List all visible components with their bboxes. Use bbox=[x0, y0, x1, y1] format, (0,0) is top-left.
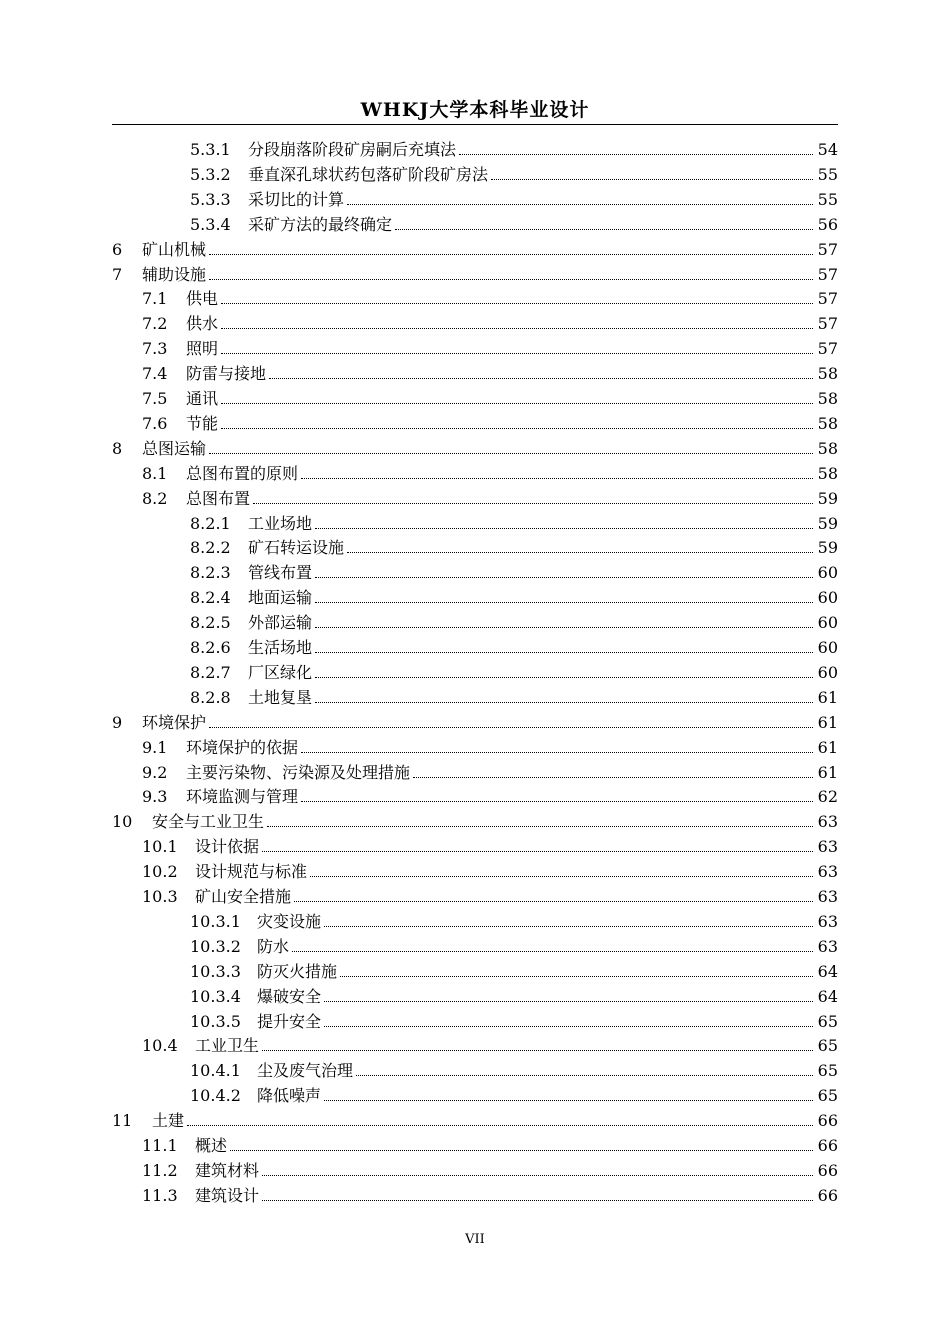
toc-entry-title: 分段崩落阶段矿房嗣后充填法 bbox=[248, 140, 457, 159]
toc-entry[interactable] bbox=[190, 509, 838, 534]
toc-entry-page: 61 bbox=[817, 687, 838, 707]
toc-entry[interactable] bbox=[112, 708, 838, 733]
toc-entry-page: 61 bbox=[817, 712, 838, 732]
toc-entry-number: 10.4 bbox=[142, 1036, 178, 1056]
toc-entry-title: 外部运输 bbox=[248, 613, 313, 633]
toc-entry-page: 58 bbox=[817, 438, 838, 458]
toc-entry-number: 8.2.7 bbox=[190, 662, 231, 682]
toc-entry[interactable] bbox=[142, 832, 838, 857]
toc-entry-title: 防灭火措施 bbox=[257, 961, 338, 981]
toc-entry-page: 57 bbox=[817, 289, 838, 309]
toc-entry-number: 10.4.1 bbox=[190, 1061, 241, 1081]
toc-entry-page: 66 bbox=[817, 1136, 838, 1155]
toc-entry-title: 环境保护的依据 bbox=[186, 737, 299, 757]
toc-dot-leader bbox=[209, 727, 813, 728]
toc-entry-page: 65 bbox=[817, 1086, 838, 1106]
toc-entry-title: 通讯 bbox=[186, 389, 219, 408]
toc-entry-title: 垂直深孔球状药包落矿阶段矿房法 bbox=[248, 164, 489, 184]
toc-entry-number: 11 bbox=[112, 1111, 133, 1131]
toc-entry-title: 防雷与接地 bbox=[186, 364, 267, 384]
toc-entry-number: 5.3.1 bbox=[190, 140, 231, 159]
toc-entry[interactable] bbox=[190, 907, 838, 932]
toc-entry-title: 土建 bbox=[152, 1111, 185, 1131]
toc-dot-leader bbox=[292, 951, 813, 952]
toc-entry-title: 供电 bbox=[186, 289, 219, 309]
toc-dot-leader bbox=[262, 1200, 813, 1201]
toc-entry-page: 57 bbox=[817, 264, 838, 284]
toc-entry-title: 环境保护 bbox=[142, 712, 207, 732]
toc-entry[interactable] bbox=[142, 1031, 838, 1056]
toc-entry-page: 55 bbox=[817, 189, 838, 209]
toc-entry-title: 采矿方法的最终确定 bbox=[248, 214, 393, 234]
toc-entry[interactable] bbox=[142, 782, 838, 807]
toc-dot-leader bbox=[315, 652, 813, 653]
toc-entry[interactable] bbox=[112, 260, 838, 285]
toc-entry-title: 供水 bbox=[186, 314, 219, 334]
toc-entry[interactable] bbox=[142, 857, 838, 882]
toc-entry-number: 8.2.8 bbox=[190, 687, 231, 707]
toc-entry-page: 60 bbox=[817, 588, 838, 608]
toc-entry-number: 8.2 bbox=[142, 488, 168, 508]
toc-entry-number: 5.3.2 bbox=[190, 164, 231, 184]
toc-entry-number: 8.2.4 bbox=[190, 588, 231, 608]
toc-entry-number: 10.3.5 bbox=[190, 1011, 241, 1031]
toc-entry-number: 8.2.2 bbox=[190, 538, 231, 558]
toc-entry[interactable] bbox=[142, 1181, 838, 1206]
toc-entry-title: 降低噪声 bbox=[257, 1086, 322, 1106]
toc-entry-title: 建筑设计 bbox=[195, 1185, 260, 1205]
toc-entry-title: 安全与工业卫生 bbox=[152, 812, 265, 832]
toc-entry-number: 10.2 bbox=[142, 862, 178, 882]
toc-dot-leader bbox=[253, 503, 813, 504]
toc-entry-page: 63 bbox=[817, 936, 838, 956]
toc-entry[interactable] bbox=[142, 1131, 838, 1156]
toc-entry-title: 工业卫生 bbox=[195, 1036, 260, 1056]
toc-dot-leader bbox=[221, 328, 813, 329]
toc-entry-page: 59 bbox=[817, 513, 838, 533]
toc-entry-title: 厂区绿化 bbox=[248, 662, 313, 682]
toc-dot-leader bbox=[221, 303, 813, 304]
toc-entry-page: 58 bbox=[817, 413, 838, 433]
toc-entry[interactable] bbox=[112, 1106, 838, 1131]
toc-entry-number: 7.3 bbox=[142, 339, 168, 359]
toc-entry[interactable] bbox=[142, 359, 838, 384]
toc-entry-title: 主要污染物、污染源及处理措施 bbox=[186, 762, 411, 782]
toc-entry-number: 8 bbox=[112, 438, 123, 458]
toc-entry[interactable] bbox=[190, 658, 838, 683]
toc-entry-title: 提升安全 bbox=[257, 1011, 322, 1031]
toc-entry-number: 8.2.3 bbox=[190, 563, 231, 583]
toc-entry-number: 7 bbox=[112, 264, 123, 284]
toc-entry-title: 总图布置 bbox=[186, 488, 251, 508]
toc-entry-number: 11.2 bbox=[142, 1160, 178, 1180]
toc-entry-number: 7.2 bbox=[142, 314, 168, 334]
toc-entry-page: 60 bbox=[817, 613, 838, 633]
toc-entry-page: 54 bbox=[817, 140, 838, 159]
toc-entry-page: 65 bbox=[817, 1061, 838, 1081]
toc-entry-page: 63 bbox=[817, 911, 838, 931]
toc-entry-page: 61 bbox=[817, 737, 838, 757]
toc-entry-page: 63 bbox=[817, 812, 838, 832]
page-number: VII bbox=[465, 1232, 485, 1247]
toc-dot-leader bbox=[315, 627, 813, 628]
toc-dot-leader bbox=[347, 552, 813, 553]
toc-entry-number: 8.1 bbox=[142, 463, 168, 483]
toc-entry-title: 矿石转运设施 bbox=[248, 538, 345, 558]
toc-entry-page: 62 bbox=[817, 787, 838, 807]
toc-entry-title: 矿山安全措施 bbox=[195, 887, 292, 906]
toc-entry-title: 地面运输 bbox=[248, 588, 313, 608]
toc-dot-leader bbox=[262, 1175, 813, 1176]
toc-entry[interactable] bbox=[142, 1156, 838, 1181]
toc-dot-leader bbox=[356, 1075, 813, 1076]
toc-dot-leader bbox=[209, 453, 813, 454]
toc-entry[interactable] bbox=[142, 733, 838, 758]
toc-entry-title: 建筑材料 bbox=[195, 1160, 260, 1180]
toc-entry[interactable] bbox=[190, 160, 838, 185]
toc-entry[interactable] bbox=[142, 484, 838, 509]
toc-entry[interactable] bbox=[112, 434, 838, 459]
toc-entry[interactable] bbox=[190, 957, 838, 982]
toc-dot-leader bbox=[262, 1050, 813, 1051]
toc-entry[interactable] bbox=[112, 807, 838, 832]
toc-entry-number: 8.2.6 bbox=[190, 638, 231, 657]
toc-entry[interactable] bbox=[190, 633, 838, 658]
toc-entry[interactable] bbox=[190, 135, 838, 160]
toc-entry-title: 工业场地 bbox=[248, 513, 313, 533]
toc-dot-leader bbox=[459, 154, 813, 155]
toc-entry-page: 57 bbox=[817, 339, 838, 359]
toc-entry[interactable] bbox=[190, 982, 838, 1007]
toc-entry-title: 矿山机械 bbox=[142, 239, 207, 259]
toc-entry[interactable] bbox=[112, 235, 838, 260]
toc-entry-title: 总图布置的原则 bbox=[186, 463, 299, 483]
toc-entry-title: 采切比的计算 bbox=[248, 189, 345, 209]
toc-entry-title: 设计规范与标准 bbox=[195, 862, 308, 882]
toc-entry-page: 59 bbox=[817, 538, 838, 558]
toc-entry-page: 63 bbox=[817, 862, 838, 882]
toc-entry-number: 10.3.4 bbox=[190, 986, 241, 1006]
toc-entry[interactable] bbox=[190, 1056, 838, 1081]
toc-entry-number: 8.2.1 bbox=[190, 513, 231, 533]
toc-entry-number: 6 bbox=[112, 239, 123, 259]
toc-entry-title: 照明 bbox=[186, 339, 219, 359]
toc-entry-page: 60 bbox=[817, 638, 838, 657]
toc-entry-page: 58 bbox=[817, 463, 838, 483]
toc-entry[interactable] bbox=[190, 210, 838, 235]
toc-entry[interactable] bbox=[190, 533, 838, 558]
toc-dot-leader bbox=[347, 204, 813, 205]
toc-entry-number: 10.3.3 bbox=[190, 961, 241, 981]
toc-entry-number: 9.3 bbox=[142, 787, 168, 807]
toc-entry-title: 尘及废气治理 bbox=[257, 1061, 354, 1081]
toc-entry-page: 64 bbox=[817, 986, 838, 1006]
toc-entry-title: 辅助设施 bbox=[142, 264, 207, 284]
toc-entry-number: 10.3.1 bbox=[190, 911, 241, 931]
toc-entry[interactable] bbox=[142, 384, 838, 409]
toc-entry-page: 64 bbox=[817, 961, 838, 981]
toc-entry-page: 55 bbox=[817, 164, 838, 184]
toc-entry-number: 10.1 bbox=[142, 837, 178, 857]
toc-entry-page: 65 bbox=[817, 1036, 838, 1056]
toc-entry[interactable] bbox=[142, 758, 838, 783]
page-header-title: WHKJ大学本科毕业设计 bbox=[360, 99, 590, 121]
toc-entry-title: 环境监测与管理 bbox=[186, 787, 299, 807]
toc-entry-page: 60 bbox=[817, 662, 838, 682]
toc-entry-page: 60 bbox=[817, 563, 838, 583]
toc-entry-number: 10 bbox=[112, 812, 133, 832]
toc-dot-leader bbox=[413, 777, 813, 778]
toc-dot-leader bbox=[395, 229, 813, 230]
toc-entry[interactable] bbox=[190, 583, 838, 608]
toc-entry-page: 57 bbox=[817, 239, 838, 259]
toc-dot-leader bbox=[315, 702, 813, 703]
toc-entry[interactable] bbox=[190, 558, 838, 583]
toc-entry-number: 5.3.4 bbox=[190, 214, 231, 234]
toc-dot-leader bbox=[301, 801, 813, 802]
toc-entry-page: 57 bbox=[817, 314, 838, 334]
toc-entry-title: 概述 bbox=[195, 1136, 228, 1155]
toc-dot-leader bbox=[187, 1125, 813, 1126]
toc-entry-number: 10.3 bbox=[142, 887, 178, 906]
toc-entry-number: 7.4 bbox=[142, 364, 168, 384]
toc-dot-leader bbox=[324, 1026, 813, 1027]
toc-entry[interactable] bbox=[190, 1081, 838, 1106]
toc-dot-leader bbox=[340, 976, 813, 977]
toc-dot-leader bbox=[324, 926, 813, 927]
toc-entry-page: 66 bbox=[817, 1185, 838, 1205]
toc-entry-title: 土地复垦 bbox=[248, 687, 313, 707]
toc-entry-number: 10.4.2 bbox=[190, 1086, 241, 1106]
toc-dot-leader bbox=[267, 826, 813, 827]
toc-dot-leader bbox=[324, 1001, 813, 1002]
toc-dot-leader bbox=[315, 577, 813, 578]
toc-dot-leader bbox=[230, 1150, 813, 1151]
toc-entry-page: 58 bbox=[817, 389, 838, 408]
toc-dot-leader bbox=[315, 602, 813, 603]
header-rule bbox=[112, 124, 838, 125]
toc-entry-title: 管线布置 bbox=[248, 563, 313, 583]
toc-entry-number: 10.3.2 bbox=[190, 936, 241, 956]
toc-entry-number: 9.2 bbox=[142, 762, 168, 782]
toc-entry-number: 7.1 bbox=[142, 289, 168, 309]
toc-dot-leader bbox=[294, 901, 813, 902]
toc-dot-leader bbox=[310, 876, 813, 877]
toc-dot-leader bbox=[315, 677, 813, 678]
toc-entry-page: 56 bbox=[817, 214, 838, 234]
toc-entry-number: 11.1 bbox=[142, 1136, 178, 1155]
toc-entry[interactable] bbox=[142, 882, 838, 907]
toc-entry[interactable] bbox=[190, 1007, 838, 1032]
toc-dot-leader bbox=[262, 851, 813, 852]
toc-entry-number: 5.3.3 bbox=[190, 189, 231, 209]
toc-entry-title: 灾变设施 bbox=[257, 911, 322, 931]
toc-entry-page: 59 bbox=[817, 488, 838, 508]
toc-entry[interactable] bbox=[142, 409, 838, 434]
toc-entry[interactable] bbox=[142, 284, 838, 309]
toc-entry[interactable] bbox=[190, 185, 838, 210]
toc-entry-title: 爆破安全 bbox=[257, 986, 322, 1006]
toc-entry-number: 7.6 bbox=[142, 413, 168, 433]
toc-entry-title: 生活场地 bbox=[248, 638, 313, 657]
toc-entry-page: 66 bbox=[817, 1111, 838, 1131]
toc-entry-page: 63 bbox=[817, 837, 838, 857]
toc-entry-title: 设计依据 bbox=[195, 837, 260, 857]
toc-entry-page: 65 bbox=[817, 1011, 838, 1031]
toc-entry[interactable] bbox=[142, 309, 838, 334]
toc-dot-leader bbox=[209, 254, 813, 255]
toc-entry-number: 9 bbox=[112, 712, 123, 732]
toc-dot-leader bbox=[209, 279, 813, 280]
toc-dot-leader bbox=[315, 528, 813, 529]
toc-entry[interactable] bbox=[190, 932, 838, 957]
toc-entry[interactable] bbox=[142, 459, 838, 484]
toc-dot-leader bbox=[221, 428, 813, 429]
toc-entry-number: 11.3 bbox=[142, 1185, 178, 1205]
toc-entry-page: 61 bbox=[817, 762, 838, 782]
toc-dot-leader bbox=[301, 752, 813, 753]
toc-entry-page: 63 bbox=[817, 887, 838, 906]
toc-dot-leader bbox=[269, 378, 813, 379]
toc-entry-title: 节能 bbox=[186, 413, 219, 433]
toc-dot-leader bbox=[491, 179, 813, 180]
toc-entry-page: 66 bbox=[817, 1160, 838, 1180]
toc-entry-title: 防水 bbox=[257, 936, 290, 956]
toc-entry-title: 总图运输 bbox=[142, 438, 207, 458]
toc-dot-leader bbox=[324, 1100, 813, 1101]
toc-dot-leader bbox=[301, 478, 813, 479]
toc-entry-page: 58 bbox=[817, 364, 838, 384]
toc-entry-number: 7.5 bbox=[142, 389, 168, 408]
toc-entry[interactable] bbox=[190, 608, 838, 633]
toc-entry-number: 9.1 bbox=[142, 737, 168, 757]
toc-entry[interactable] bbox=[142, 334, 838, 359]
toc-dot-leader bbox=[221, 403, 813, 404]
toc-entry-number: 8.2.5 bbox=[190, 613, 231, 633]
toc-dot-leader bbox=[221, 353, 813, 354]
toc-entry[interactable] bbox=[190, 683, 838, 708]
